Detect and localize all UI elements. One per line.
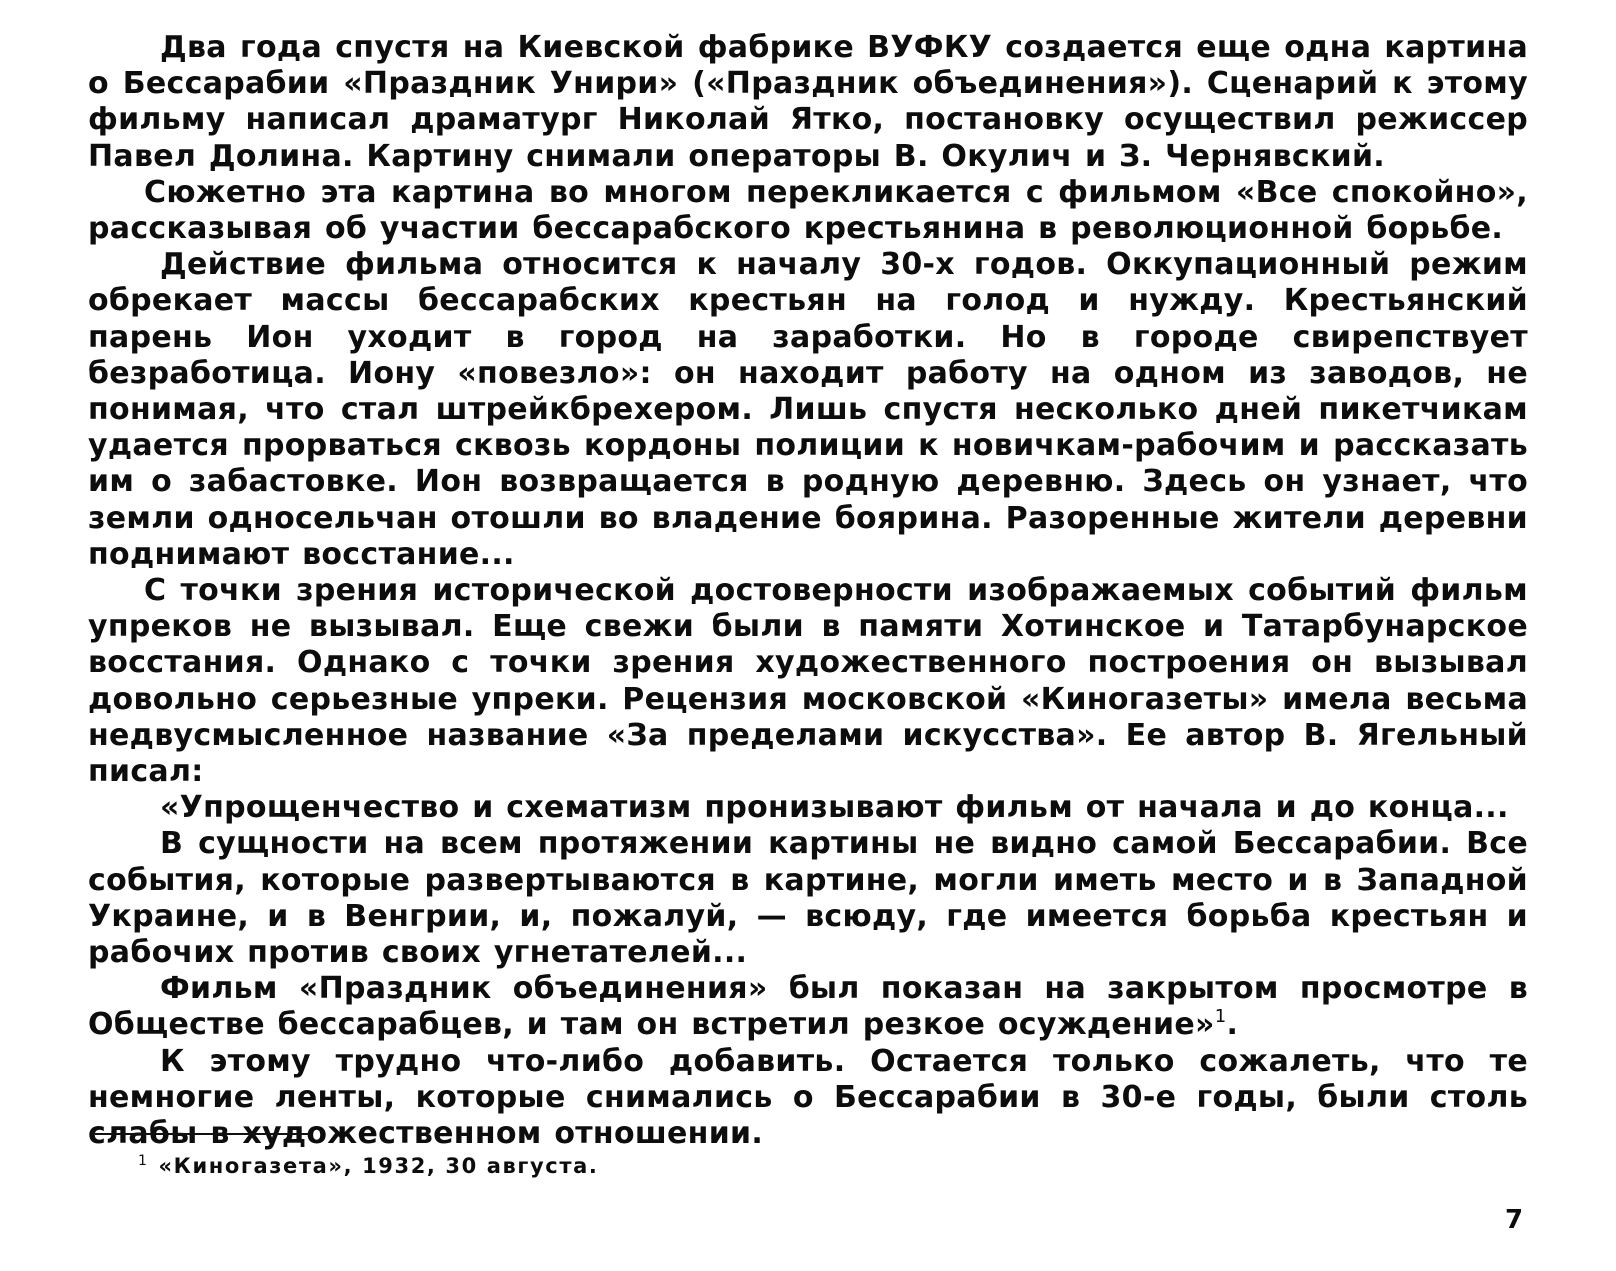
paragraph-3: Действие фильма относится к началу 30-х годов. Оккупационный режим обрекает массы бессарабских крестьян на голод и нужду. Крестьянский парень Ион уходит в город на заработки. Но в городе свирепствует безработица. Иону «повезло»: он находит работу на одном из заводов, не понимая, что стал штрейкбрехером. Лишь спустя несколько дней пикетчикам удается прорваться сквозь кордоны полиции к новичкам-рабочим и рассказать им о забастовке. Ион возвращается в родную деревню. Здесь он узнает, что земли односельчан отошли во владение боярина. Разоренные жители деревни поднимают восстание... — [88, 247, 1528, 572]
quote-paragraph-1: «Упрощенчество и схематизм пронизывают фильм от начала и до конца... — [160, 790, 1509, 826]
footnote-mark: 1 — [138, 1153, 149, 1169]
quote-paragraph-2: В сущности на всем протяжении картины не видно самой Бессарабии. Все события, которые развертываются в картине, могли иметь место и в Западной Украине, и в Венгрии, и, пожалуй, — всюду, где имеется борьба крестьян и рабочих против своих угнетателей... — [88, 826, 1528, 971]
paragraph-1: Два года спустя на Киевской фабрике ВУФКУ создается еще одна картина о Бессарабии «Праздник Унири» («Праздник объединения»). Сценарий к этому фильму написал драматург Николай Ятко, постановку осуществил режиссер Павел Долина. Картину снимали операторы В. Окулич и З. Чернявский. — [88, 30, 1528, 174]
document-body — [88, 30, 1528, 1152]
footnote-reference-trail: . — [1226, 1007, 1239, 1043]
quote-paragraph-3-text: Фильм «Праздник объединения» был показан на закрытом просмотре в Обществе бессарабцев, и там он встретил резкое осуждение» — [88, 971, 1528, 1043]
footnote-text: «Киногазета», 1932, 30 августа. — [158, 1154, 599, 1178]
paragraph-closing: К этому трудно что-либо добавить. Остается только сожалеть, что те немногие ленты, которые снимались о Бессарабии в 30-е годы, были столь слабы в художественном отношении. — [88, 1043, 1528, 1152]
quote-paragraph-3 — [88, 971, 1528, 1043]
footnote-reference: 1 — [1214, 1006, 1227, 1028]
paragraph-4: С точки зрения исторической достоверности изображаемых событий фильм упреков не вызывал. Еще свежи были в памяти Хотинское и Татарбунарское восстания. Однако с точки зрения художественного построения он вызывал довольно серьезные упреки. Рецензия московской «Киногазеты» имела весьма недвусмысленное название «За пределами искусства». Ее автор В. Ягельный писал: — [88, 573, 1528, 790]
footnote — [138, 1153, 598, 1178]
paragraph-2: Сюжетно эта картина во многом перекликается с фильмом «Все спокойно», рассказывая об участии бессарабского крестьянина в революционной борьбе. — [88, 174, 1528, 247]
page-number: 7 — [1505, 1205, 1524, 1235]
footnote-divider — [95, 1133, 310, 1135]
